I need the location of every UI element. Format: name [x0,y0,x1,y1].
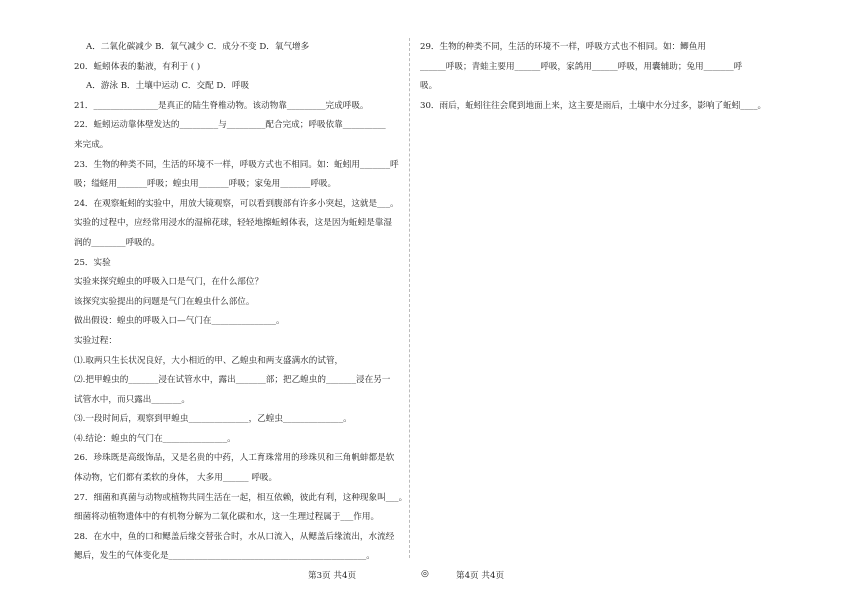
question-line: 该探究实验提出的问题是气门在蝗虫什么部位。 [74,296,255,307]
question-line: ⑷.结论：蝗虫的气门在_______________。 [74,433,236,444]
question-line: 做出假设：蝗虫的呼吸入口—气门在_______________。 [74,316,285,327]
question-line: 20．蚯蚓体表的黏液，有利于 ( ) [74,61,201,72]
question-line: 实验过程： [74,335,117,346]
page-number-left: 第3页 共4页 [308,571,357,581]
question-line: ⑴.取两只生长状况良好，大小相近的甲、乙蝗虫和两支盛满水的试管， [74,355,344,366]
question-line: 30．雨后，蚯蚓往往会爬到地面上来，这主要是雨后，土壤中水分过多，影响了蚯蚓____。 [420,100,767,111]
left-column [74,38,408,567]
column-divider [409,38,410,558]
question-line: 27．细菌和真菌与动物或植物共同生活在一起，相互依赖，彼此有利，这种现象叫___。 [74,492,408,503]
question-line: 29．生物的种类不同，生活的环境不一样，呼吸方式也不相同。如：鲫鱼用 [420,42,706,52]
question-line: 26．珍珠既是高级饰品，又是名贵的中药，人工育珠常用的珍珠贝和三角帆蚌都是软 [74,453,395,464]
question-line: 润的________呼吸的。 [74,237,160,248]
binding-mark-icon: ◎ [421,569,429,579]
right-column [420,38,767,116]
question-line: 实验的过程中，应经常用浸水的湿棉花球，轻轻地擦蚯蚓体表，这是因为蚯蚓是靠湿 [74,218,392,229]
question-line: A．二氧化碳减少 B．氧气减少 C．成分不变 D．氧气增多 [86,42,310,52]
question-line: 实验来探究蝗虫的呼吸入口是气门，在什么部位？ [74,277,264,288]
question-line: 23．生物的种类不同，生活的环境不一样，呼吸方式也不相同。如：蚯蚓用_______呼 [74,159,399,170]
question-line: ⑶.一段时间后，观察到甲蝗虫______________，乙蝗虫______________。 [74,414,352,425]
question-line: 吸。 [420,81,438,92]
question-line: 28．在水中，鱼的口和鳃盖后缘交替张合时，水从口流入，从鳃盖后缘流出，水流经 [74,531,395,542]
question-line: 22．蚯蚓运动靠体壁发达的_________与_________配合完成；呼吸依靠__________ [74,120,386,131]
question-line: 鳃后，发生的气体变化是______________________________________________。 [74,551,375,562]
question-line: 试管水中，而只露出_______。 [74,394,191,405]
question-line: ______呼吸；青蛙主要用______呼吸，家鸽用______呼吸，用囊辅助；兔用_______呼 [420,61,743,72]
question-line: 24．在观察蚯蚓的实验中，用放大镜观察，可以看到腹部有许多小突起，这就是___。 [74,198,399,209]
question-line: 吸；缢蛏用_______呼吸；蝗虫用_______呼吸；家兔用_______呼吸。 [74,179,337,190]
question-line: 细菌将动植物遗体中的有机物分解为二氧化碳和水，这一生理过程属于___作用。 [74,512,380,523]
question-line: 体动物，它们都有柔软的身体， 大多用______ 呼吸。 [74,473,278,484]
question-line: ⑵.把甲蝗虫的_______浸在试管水中，露出_______部；把乙蝗虫的_______浸在另一 [74,375,391,386]
question-line: 25．实验 [74,257,111,268]
question-line: 来完成。 [74,139,109,150]
question-line: A．游泳 B．土壤中运动 C．交配 D．呼吸 [86,81,250,92]
question-line: 21．_______________是真正的陆生脊椎动物。该动物靠_________完成呼吸。 [74,100,369,111]
page-number-right: 第4页 共4页 [456,571,505,581]
